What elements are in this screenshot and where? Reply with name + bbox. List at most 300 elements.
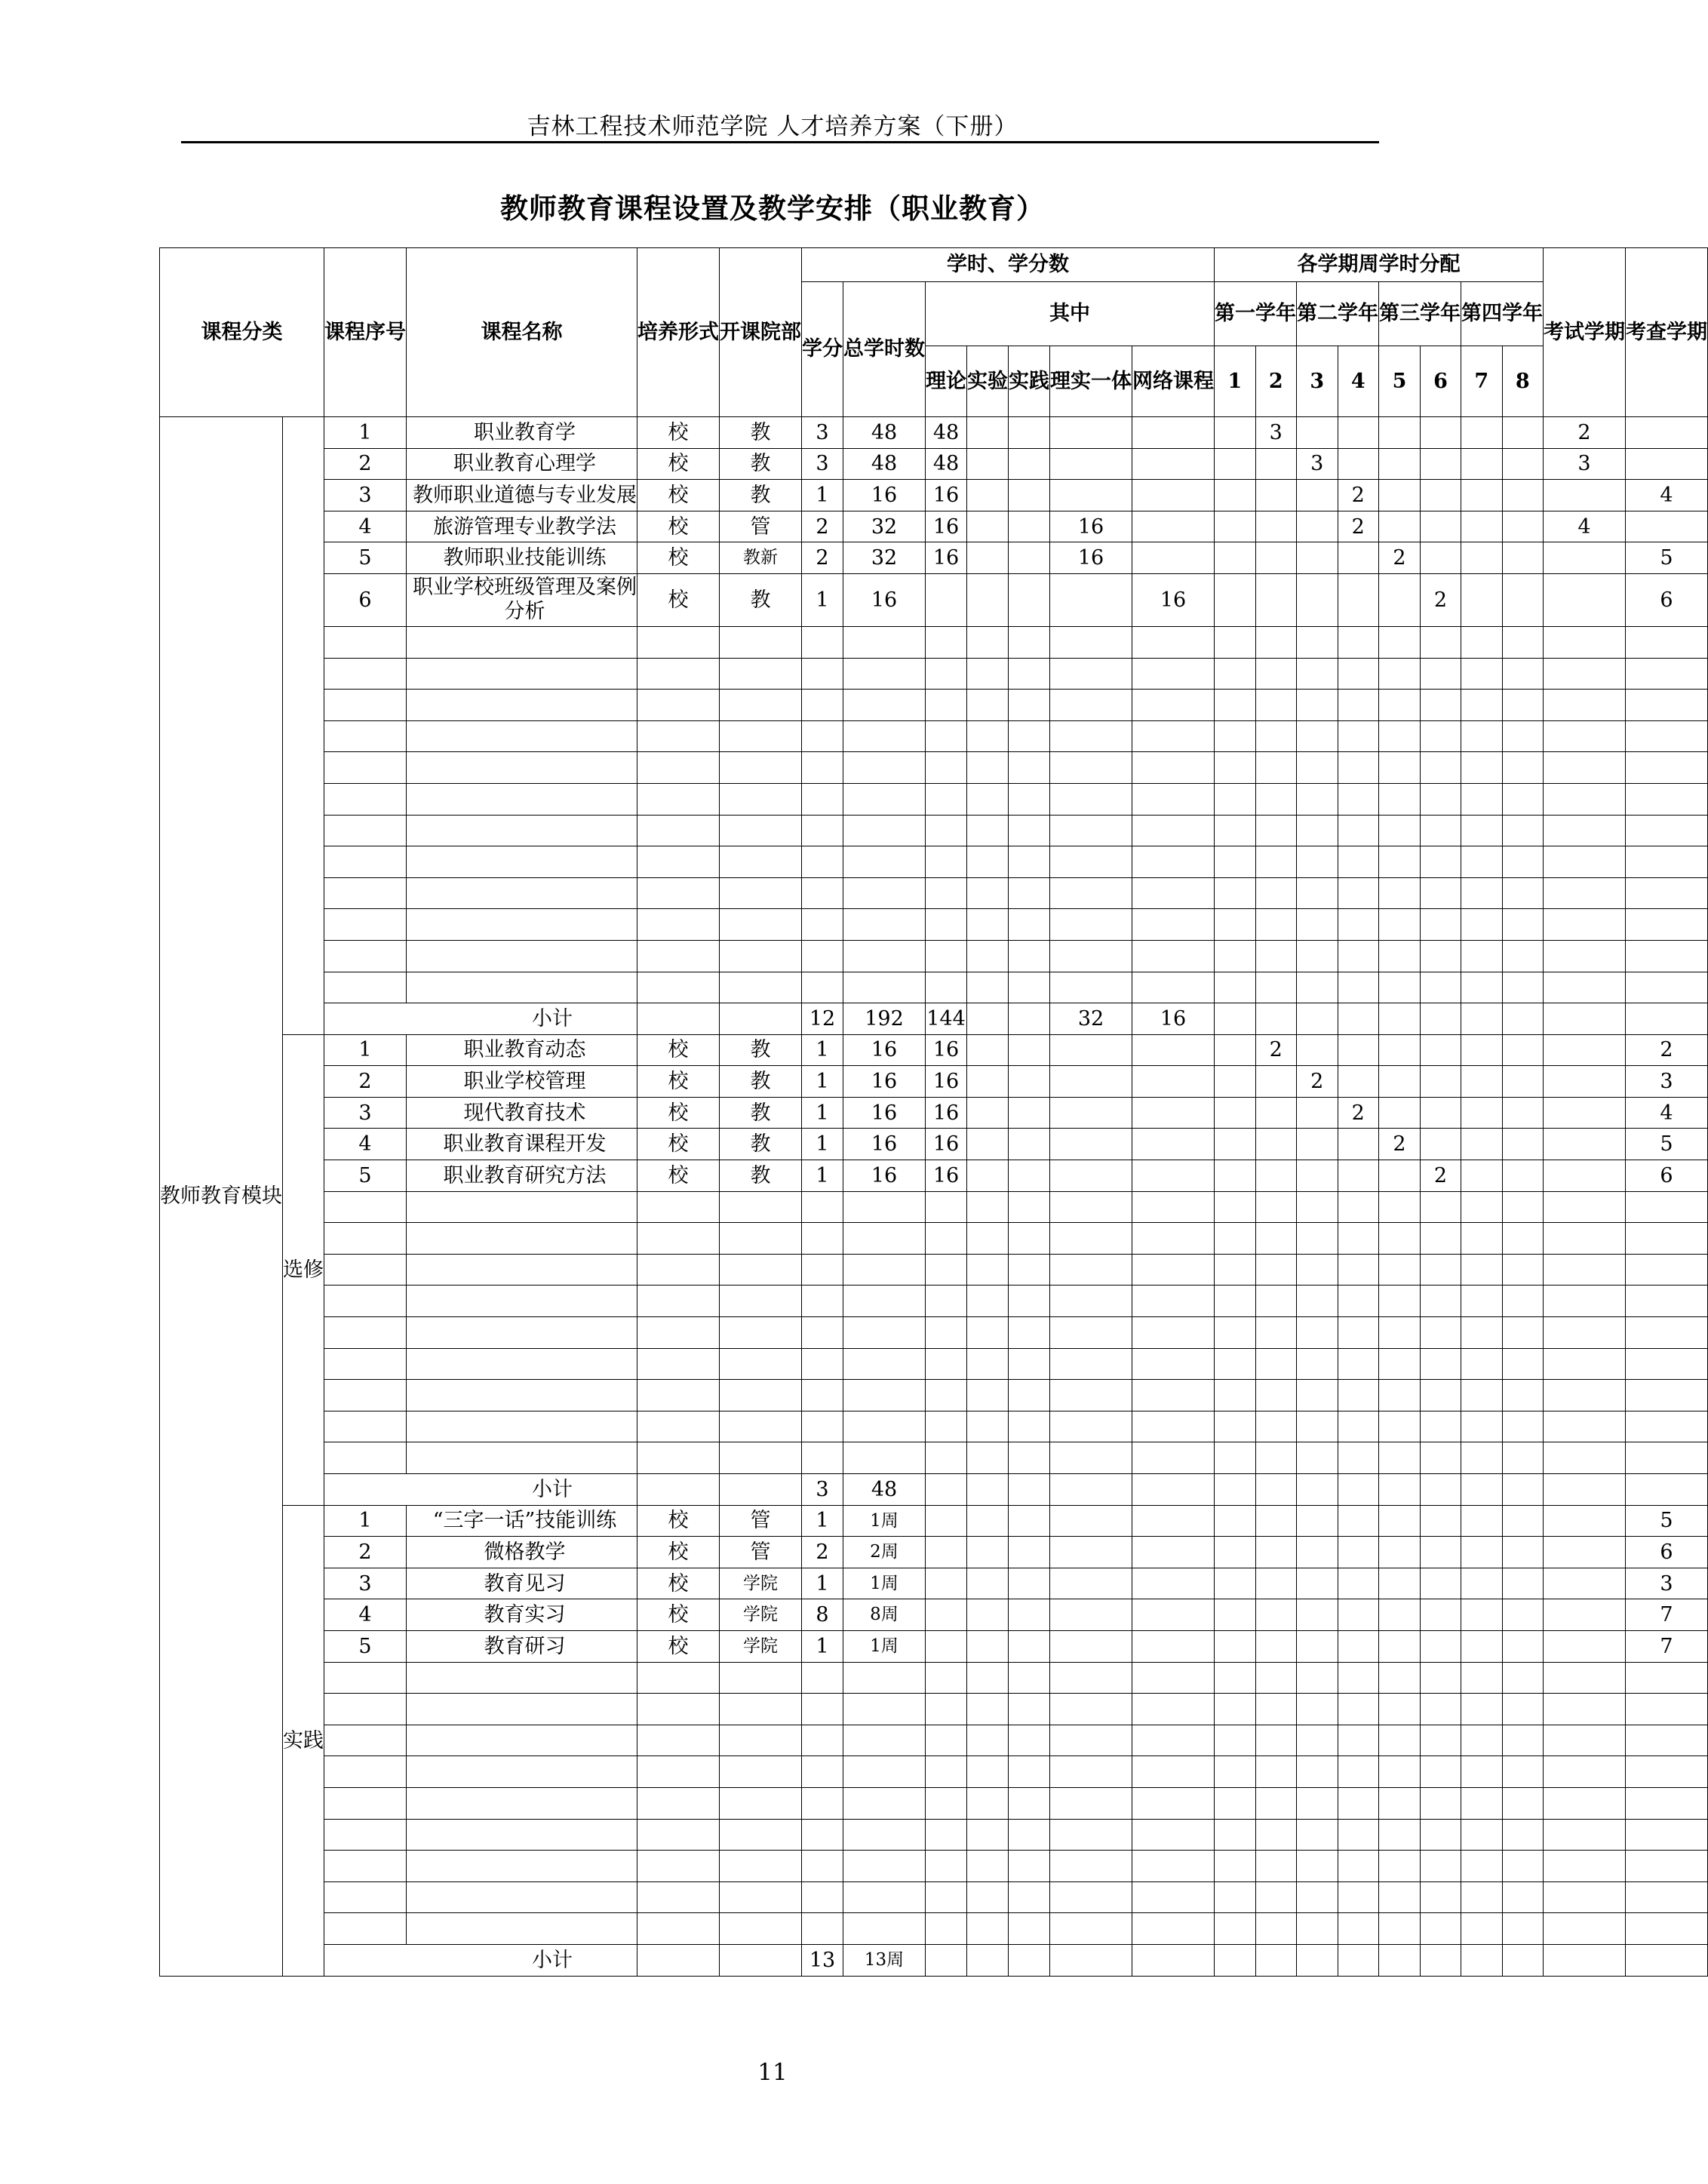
cell-sem-6: [1420, 1034, 1461, 1066]
cell-sem-5: [1379, 846, 1421, 878]
cell-dept: [720, 909, 802, 941]
cell-dept: [720, 1913, 802, 1945]
cell-online: [1132, 1819, 1215, 1851]
cell-theory: [926, 626, 967, 658]
cell-online: [1132, 658, 1215, 690]
cell-sem-5: [1379, 1380, 1421, 1411]
cell-course-name: [407, 1191, 637, 1223]
cell-sem-7: [1461, 1725, 1503, 1756]
cell-integrated: [1050, 1913, 1132, 1945]
cell-sem-4: [1338, 448, 1379, 480]
cell-experiment: [967, 1191, 1009, 1223]
header-exam-semester: 考试学期: [1544, 248, 1626, 417]
cell-sem-4: [1338, 1505, 1379, 1537]
cell-seq: [324, 1913, 407, 1945]
cell-sem-6: [1420, 1662, 1461, 1694]
cell-sem-1: [1215, 480, 1256, 511]
subtotal-experiment: [967, 1003, 1009, 1035]
cell-sem-5: [1379, 511, 1421, 542]
cell-sem-2: [1255, 1851, 1297, 1882]
table-row: [160, 1380, 1708, 1411]
subtotal-label: 小计: [324, 1944, 637, 1976]
cell-credit: 1: [802, 1160, 843, 1192]
cell-online: [1132, 1913, 1215, 1945]
cell-online: [1132, 1066, 1215, 1098]
cell-seq: [324, 1411, 407, 1442]
cell-course-name: 教师职业技能训练: [407, 542, 637, 574]
cell-form: [637, 1411, 720, 1442]
table-row: [160, 940, 1708, 972]
cell-sem-1: [1215, 1599, 1256, 1631]
cell-course-name: [407, 1725, 637, 1756]
table-row: [160, 573, 1708, 626]
cell-sem-7: [1461, 448, 1503, 480]
cell-sem-6: [1420, 658, 1461, 690]
cell-sem-7: [1461, 511, 1503, 542]
cell-exam: [1544, 690, 1626, 721]
cell-sem-4: [1338, 972, 1379, 1003]
cell-dept: [720, 1725, 802, 1756]
header-practice: 实践: [1009, 346, 1050, 417]
cell-sem-5: [1379, 909, 1421, 941]
cell-sem-6: [1420, 1756, 1461, 1788]
cell-check: 6: [1626, 573, 1708, 626]
cell-total: [843, 1442, 926, 1474]
cell-sem-7: [1461, 1317, 1503, 1349]
cell-form: [637, 658, 720, 690]
cell-dept: [720, 626, 802, 658]
cell-practice: [1009, 1568, 1050, 1599]
cell-sem-3: [1297, 1881, 1338, 1913]
header-category: 课程分类: [160, 248, 324, 417]
cell-dept: [720, 1819, 802, 1851]
cell-check: 6: [1626, 1160, 1708, 1192]
cell-sem-7: [1461, 1348, 1503, 1380]
cell-theory: [926, 1191, 967, 1223]
cell-sem-3: [1297, 1630, 1338, 1662]
cell-sem-1: [1215, 1662, 1256, 1694]
cell-sem-3: [1297, 783, 1338, 815]
cell-sem-5: [1379, 480, 1421, 511]
cell-sem-8: [1502, 1348, 1544, 1380]
cell-experiment: [967, 542, 1009, 574]
cell-sem-6: [1420, 720, 1461, 752]
cell-sem-2: [1255, 1003, 1297, 1035]
cell-sem-3: [1297, 417, 1338, 449]
cell-sem-4: [1338, 1474, 1379, 1506]
cell-exam: [1544, 1505, 1626, 1537]
cell-sem-8: [1502, 1505, 1544, 1537]
cell-exam: [1544, 1034, 1626, 1066]
cell-sem-1: [1215, 1442, 1256, 1474]
cell-theory: 48: [926, 417, 967, 449]
cell-sem-2: [1255, 1286, 1297, 1317]
subtotal-experiment: [967, 1944, 1009, 1976]
cell-sem-1: [1215, 1725, 1256, 1756]
cell-sem-5: [1379, 1662, 1421, 1694]
cell-experiment: [967, 1819, 1009, 1851]
cell-dept: 教: [720, 448, 802, 480]
cell-sem-1: [1215, 626, 1256, 658]
course-schedule-table: [159, 247, 1708, 1977]
cell-sem-7: [1461, 690, 1503, 721]
cell-seq: 2: [324, 1537, 407, 1568]
cell-seq: 3: [324, 1097, 407, 1129]
cell-sem-4: [1338, 573, 1379, 626]
cell-experiment: [967, 511, 1009, 542]
cell-seq: 6: [324, 573, 407, 626]
cell-seq: 5: [324, 1630, 407, 1662]
cell-form: [637, 1881, 720, 1913]
cell-online: [1132, 1160, 1215, 1192]
cell-seq: 3: [324, 480, 407, 511]
cell-sem-7: [1461, 783, 1503, 815]
cell-practice: [1009, 573, 1050, 626]
table-row: [160, 690, 1708, 721]
cell-total: 16: [843, 573, 926, 626]
cell-sem-8: [1502, 542, 1544, 574]
cell-sem-4: [1338, 1160, 1379, 1192]
cell-dept: [720, 783, 802, 815]
cell-form: 校: [637, 511, 720, 542]
cell-integrated: [1050, 783, 1132, 815]
cell-sem-5: [1379, 1568, 1421, 1599]
cell-practice: [1009, 815, 1050, 846]
cell-sem-2: [1255, 720, 1297, 752]
cell-sem-5: 2: [1379, 1129, 1421, 1160]
cell-sem-7: [1461, 940, 1503, 972]
cell-sem-1: [1215, 877, 1256, 909]
cell-sem-2: [1255, 573, 1297, 626]
cell-course-name: 职业教育学: [407, 417, 637, 449]
cell-theory: [926, 1568, 967, 1599]
cell-sem-5: [1379, 1191, 1421, 1223]
table-row: [160, 1694, 1708, 1725]
cell-check: [1626, 909, 1708, 941]
cell-credit: 2: [802, 1537, 843, 1568]
cell-experiment: [967, 1913, 1009, 1945]
cell-sem-3: [1297, 720, 1338, 752]
cell-check: [1626, 448, 1708, 480]
cell-credit: [802, 626, 843, 658]
cell-integrated: [1050, 626, 1132, 658]
cell-sem-4: [1338, 1599, 1379, 1631]
cell-integrated: 16: [1050, 542, 1132, 574]
cell-sem-1: [1215, 1756, 1256, 1788]
cell-sem-3: [1297, 573, 1338, 626]
cell-sem-6: [1420, 783, 1461, 815]
cell-sem-4: [1338, 1851, 1379, 1882]
cell-experiment: [967, 1881, 1009, 1913]
cell-sem-8: [1502, 1129, 1544, 1160]
cell-sem-2: [1255, 940, 1297, 972]
cell-course-name: [407, 658, 637, 690]
cell-sem-1: [1215, 1348, 1256, 1380]
subtotal-credit: 12: [802, 1003, 843, 1035]
cell-experiment: [967, 1223, 1009, 1255]
cell-credit: 3: [802, 417, 843, 449]
cell-online: [1132, 690, 1215, 721]
cell-form: [637, 1474, 720, 1506]
cell-dept: [720, 1474, 802, 1506]
cell-theory: [926, 1286, 967, 1317]
cell-course-name: [407, 1662, 637, 1694]
cell-sem-3: 3: [1297, 448, 1338, 480]
cell-sem-3: [1297, 1348, 1338, 1380]
cell-sem-8: [1502, 1411, 1544, 1442]
cell-online: [1132, 1254, 1215, 1286]
cell-online: [1132, 1537, 1215, 1568]
cell-integrated: [1050, 1223, 1132, 1255]
cell-online: [1132, 940, 1215, 972]
cell-online: [1132, 1442, 1215, 1474]
cell-dept: [720, 690, 802, 721]
cell-practice: [1009, 511, 1050, 542]
cell-sem-1: [1215, 1537, 1256, 1568]
cell-course-name: 教育见习: [407, 1568, 637, 1599]
cell-seq: [324, 783, 407, 815]
header-weekly-hours: 各学期周学时分配: [1215, 248, 1544, 282]
cell-integrated: [1050, 752, 1132, 784]
cell-online: [1132, 417, 1215, 449]
cell-theory: [926, 690, 967, 721]
cell-sem-3: [1297, 1160, 1338, 1192]
cell-check: [1626, 1317, 1708, 1349]
cell-credit: 1: [802, 573, 843, 626]
cell-practice: [1009, 542, 1050, 574]
cell-sem-1: [1215, 658, 1256, 690]
cell-online: [1132, 783, 1215, 815]
cell-practice: [1009, 1694, 1050, 1725]
table-row: [160, 877, 1708, 909]
cell-practice: [1009, 1411, 1050, 1442]
cell-sem-8: [1502, 1851, 1544, 1882]
cell-course-name: [407, 1442, 637, 1474]
cell-check: 2: [1626, 1034, 1708, 1066]
header-sem-1: 1: [1215, 346, 1256, 417]
cell-integrated: [1050, 909, 1132, 941]
cell-course-name: 教育实习: [407, 1599, 637, 1631]
cell-practice: [1009, 783, 1050, 815]
cell-sem-1: [1215, 1223, 1256, 1255]
cell-sem-4: [1338, 783, 1379, 815]
cell-dept: [720, 1694, 802, 1725]
table-row: [160, 1725, 1708, 1756]
cell-sem-7: [1461, 1442, 1503, 1474]
cell-experiment: [967, 1851, 1009, 1882]
cell-experiment: [967, 1286, 1009, 1317]
header-hours-credits: 学时、学分数: [802, 248, 1215, 282]
table-row: [160, 1505, 1708, 1537]
cell-form: [637, 972, 720, 1003]
cell-experiment: [967, 846, 1009, 878]
cell-course-name: [407, 1411, 637, 1442]
table-row: [160, 1630, 1708, 1662]
cell-form: 校: [637, 1097, 720, 1129]
cell-dept: [720, 1944, 802, 1976]
cell-form: [637, 626, 720, 658]
cell-sem-4: [1338, 1694, 1379, 1725]
cell-sem-2: [1255, 1442, 1297, 1474]
cell-theory: [926, 752, 967, 784]
cell-check: [1626, 1819, 1708, 1851]
cell-sem-2: [1255, 752, 1297, 784]
cell-check: [1626, 783, 1708, 815]
cell-experiment: [967, 1129, 1009, 1160]
cell-seq: [324, 658, 407, 690]
cell-sem-1: [1215, 1819, 1256, 1851]
cell-sem-2: [1255, 1568, 1297, 1599]
cell-check: [1626, 1254, 1708, 1286]
cell-course-name: [407, 1254, 637, 1286]
cell-sem-5: [1379, 1851, 1421, 1882]
cell-sem-8: [1502, 1066, 1544, 1098]
cell-experiment: [967, 1505, 1009, 1537]
cell-check: [1626, 417, 1708, 449]
cell-sem-1: [1215, 1160, 1256, 1192]
cell-dept: 教新: [720, 542, 802, 574]
cell-credit: [802, 846, 843, 878]
cell-integrated: [1050, 1599, 1132, 1631]
cell-online: [1132, 1599, 1215, 1631]
cell-total: [843, 972, 926, 1003]
cell-total: 16: [843, 1097, 926, 1129]
subtotal-label: 小计: [324, 1003, 637, 1035]
cell-course-name: [407, 815, 637, 846]
cell-sem-1: [1215, 752, 1256, 784]
header-year1: 第一学年: [1215, 282, 1297, 346]
cell-exam: [1544, 1881, 1626, 1913]
cell-sem-4: [1338, 1129, 1379, 1160]
cell-credit: [802, 1913, 843, 1945]
cell-integrated: [1050, 1537, 1132, 1568]
cell-form: [637, 1317, 720, 1349]
cell-sem-8: [1502, 1599, 1544, 1631]
cell-seq: [324, 720, 407, 752]
cell-sem-5: [1379, 1944, 1421, 1976]
subtotal-theory: 144: [926, 1003, 967, 1035]
cell-sem-8: [1502, 1913, 1544, 1945]
cell-experiment: [967, 1694, 1009, 1725]
cell-sem-8: [1502, 480, 1544, 511]
cell-sem-3: [1297, 1411, 1338, 1442]
cell-credit: [802, 1254, 843, 1286]
cell-sem-4: [1338, 1568, 1379, 1599]
cell-sem-7: [1461, 1191, 1503, 1223]
cell-practice: [1009, 690, 1050, 721]
cell-check: [1626, 972, 1708, 1003]
cell-total: [843, 690, 926, 721]
cell-exam: [1544, 626, 1626, 658]
cell-practice: [1009, 626, 1050, 658]
table-row: [160, 1787, 1708, 1819]
cell-integrated: [1050, 972, 1132, 1003]
cell-experiment: [967, 877, 1009, 909]
cell-course-name: 职业学校班级管理及案例分析: [407, 573, 637, 626]
cell-sem-4: [1338, 1756, 1379, 1788]
cell-sem-3: [1297, 1505, 1338, 1537]
cell-exam: [1544, 542, 1626, 574]
cell-integrated: [1050, 1160, 1132, 1192]
cell-experiment: [967, 658, 1009, 690]
cell-sem-7: [1461, 658, 1503, 690]
cell-sem-2: 2: [1255, 1034, 1297, 1066]
cell-exam: [1544, 1442, 1626, 1474]
cell-sem-1: [1215, 417, 1256, 449]
cell-sem-6: [1420, 1725, 1461, 1756]
cell-exam: [1544, 1787, 1626, 1819]
cell-sem-8: [1502, 1317, 1544, 1349]
cell-sem-3: [1297, 1317, 1338, 1349]
cell-check: [1626, 511, 1708, 542]
cell-integrated: [1050, 417, 1132, 449]
cell-theory: [926, 1599, 967, 1631]
cell-online: [1132, 1694, 1215, 1725]
cell-exam: [1544, 909, 1626, 941]
cell-sem-6: [1420, 1568, 1461, 1599]
cell-sem-1: [1215, 542, 1256, 574]
cell-course-name: [407, 1286, 637, 1317]
cell-sem-5: [1379, 1756, 1421, 1788]
cell-sem-7: [1461, 1223, 1503, 1255]
subtotal-total: 13周: [843, 1944, 926, 1976]
header-sem-3: 3: [1297, 346, 1338, 417]
cell-sem-6: [1420, 1913, 1461, 1945]
cell-sem-3: [1297, 1191, 1338, 1223]
cell-sem-1: [1215, 511, 1256, 542]
cell-online: [1132, 846, 1215, 878]
cell-check: [1626, 720, 1708, 752]
cell-theory: [926, 909, 967, 941]
cell-total: [843, 1913, 926, 1945]
cell-sem-5: [1379, 1694, 1421, 1725]
cell-exam: [1544, 1380, 1626, 1411]
cell-exam: [1544, 1819, 1626, 1851]
cell-check: [1626, 1725, 1708, 1756]
table-row: [160, 815, 1708, 846]
cell-online: [1132, 1380, 1215, 1411]
table-row: [160, 1662, 1708, 1694]
cell-online: [1132, 909, 1215, 941]
table-row: [160, 783, 1708, 815]
header-rule: [181, 141, 1379, 143]
cell-sem-4: [1338, 1442, 1379, 1474]
cell-form: 校: [637, 1034, 720, 1066]
cell-check: [1626, 1223, 1708, 1255]
cell-sem-8: [1502, 1537, 1544, 1568]
cell-sem-2: [1255, 1474, 1297, 1506]
cell-practice: [1009, 1066, 1050, 1098]
cell-credit: 1: [802, 1630, 843, 1662]
cell-sem-2: [1255, 1913, 1297, 1945]
cell-check: [1626, 1913, 1708, 1945]
cell-sem-8: [1502, 448, 1544, 480]
cell-exam: [1544, 1944, 1626, 1976]
cell-dept: 教: [720, 1160, 802, 1192]
cell-sem-8: [1502, 1474, 1544, 1506]
cell-sem-4: [1338, 626, 1379, 658]
cell-practice: [1009, 1097, 1050, 1129]
cell-credit: [802, 1411, 843, 1442]
cell-sem-2: [1255, 1097, 1297, 1129]
cell-check: 5: [1626, 1505, 1708, 1537]
cell-sem-3: [1297, 1694, 1338, 1725]
cell-dept: [720, 1851, 802, 1882]
cell-sem-6: [1420, 626, 1461, 658]
cell-theory: [926, 1881, 967, 1913]
cell-sem-6: [1420, 1851, 1461, 1882]
cell-sem-2: [1255, 1725, 1297, 1756]
